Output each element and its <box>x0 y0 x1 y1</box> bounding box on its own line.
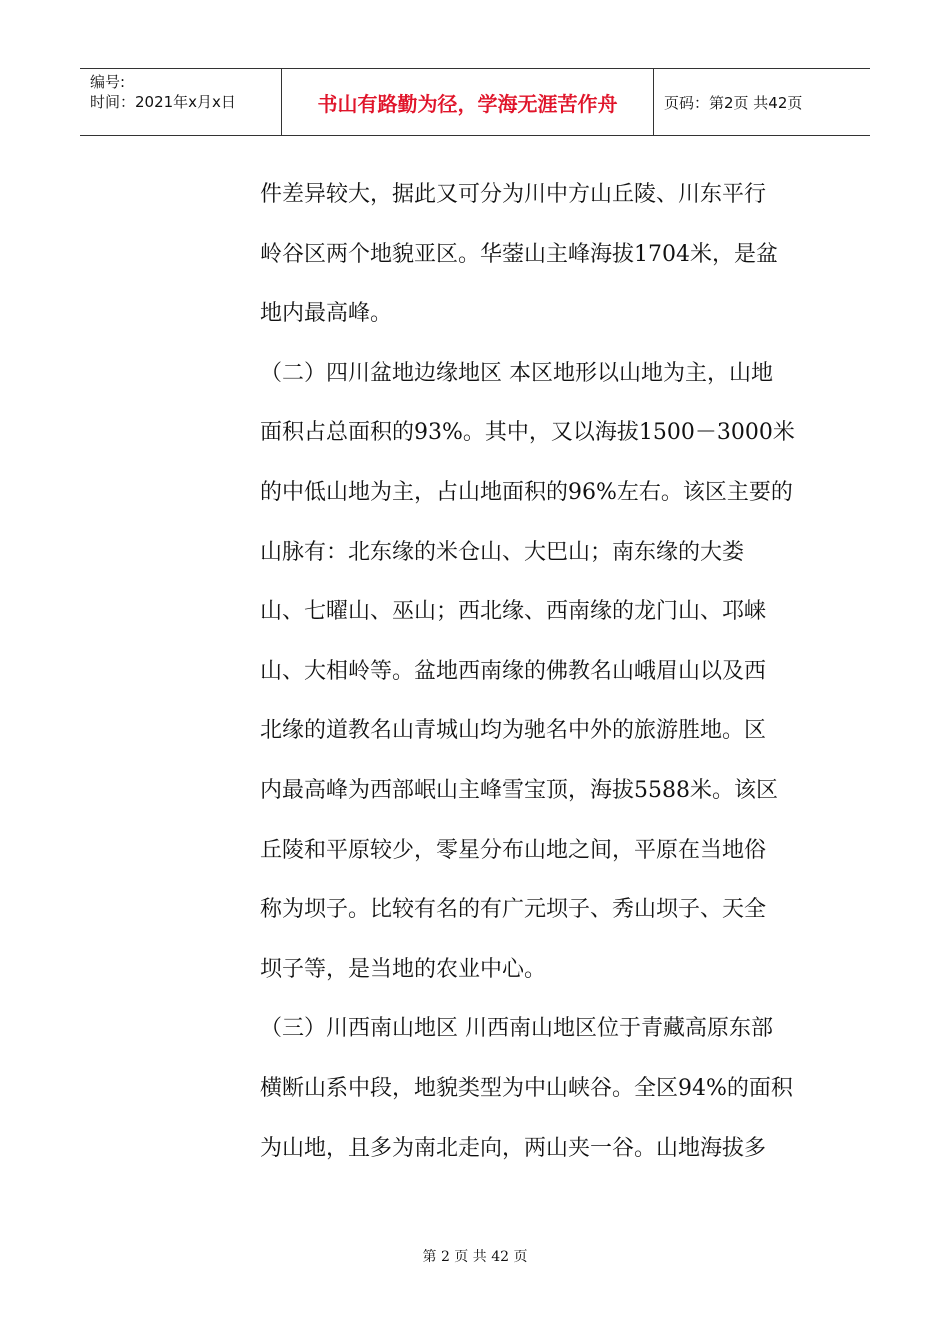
body-line: 面积占总面积的93%。其中，又以海拔1500－3000米 <box>260 420 795 446</box>
footer-page-number: 第 2 页 共 42 页 <box>422 1249 528 1265</box>
body-line: 内最高峰为西部岷山主峰雪宝顶，海拔5588米。该区 <box>260 777 778 803</box>
body-line: 山、七曜山、巫山；西北缘、西南缘的龙门山、邛崃 <box>260 599 767 625</box>
body-line: 山脉有：北东缘的米仓山、大巴山；南东缘的大娄 <box>260 539 745 565</box>
page-header <box>80 68 870 136</box>
body-line: 岭谷区两个地貌亚区。华蓥山主峰海拔1704米，是盆 <box>260 241 778 267</box>
serial-label: 编号: <box>90 73 126 91</box>
body-line: 称为坝子。比较有名的有广元坝子、秀山坝子、天全 <box>260 897 767 923</box>
body-line: 横断山系中段，地貌类型为中山峡谷。全区94%的面积 <box>260 1075 793 1101</box>
body-line: 的中低山地为主，占山地面积的96%左右。该区主要的 <box>260 479 793 505</box>
date-label: 时间：2021年x月x日 <box>90 93 236 111</box>
header-motto-cell <box>282 69 654 135</box>
body-line: 为山地，且多为南北走向，两山夹一谷。山地海拔多 <box>260 1135 767 1161</box>
motto-text: 书山有路勤为径，学海无涯苦作舟 <box>317 91 618 116</box>
header-meta-cell <box>80 69 282 135</box>
body-line: 山、大相岭等。盆地西南缘的佛教名山峨眉山以及西 <box>260 658 767 684</box>
body-line: 北缘的道教名山青城山均为驰名中外的旅游胜地。区 <box>260 718 767 744</box>
body-line: 丘陵和平原较少，零星分布山地之间，平原在当地俗 <box>260 837 767 863</box>
body-line: 件差异较大，据此又可分为川中方山丘陵、川东平行 <box>260 182 767 207</box>
page-footer <box>0 1246 950 1266</box>
document-body <box>260 165 800 1178</box>
page-info: 页码：第2页 共42页 <box>664 93 803 112</box>
body-line: （三）川西南山地区 川西南山地区位于青藏高原东部 <box>260 1016 773 1042</box>
body-line: 坝子等，是当地的农业中心。 <box>260 956 547 982</box>
header-page-cell <box>654 69 870 135</box>
body-line: 地内最高峰。 <box>260 301 393 327</box>
body-line: （二）四川盆地边缘地区 本区地形以山地为主，山地 <box>260 360 773 386</box>
